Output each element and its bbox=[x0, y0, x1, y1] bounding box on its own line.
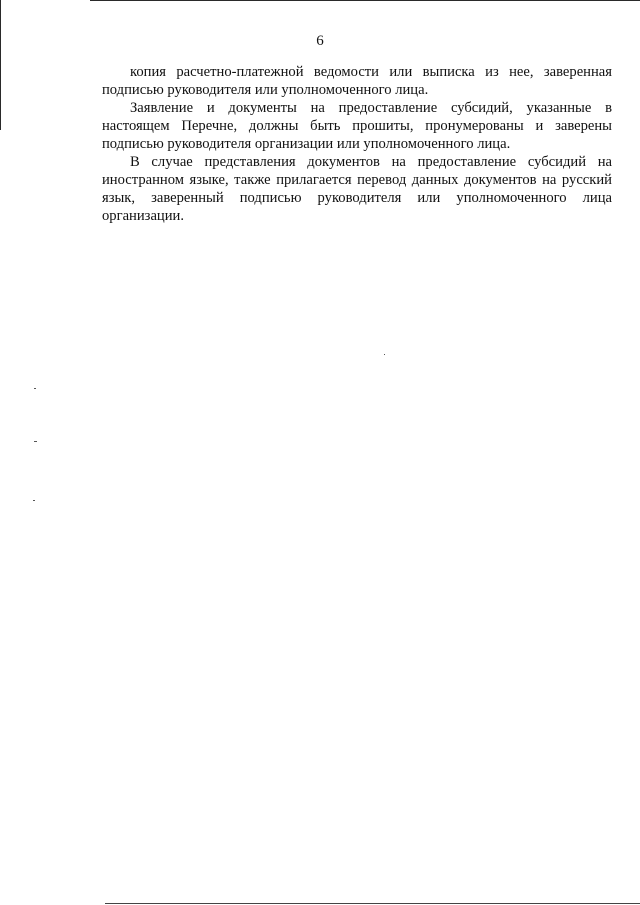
paragraph-2: Заявление и документы на предоставление субсидий, указанные в настоящем Перечне, должны быть прошиты, пронумерованы и заверены подписью руководителя организации или уполномоченного лица. bbox=[102, 100, 612, 152]
scan-edge-top bbox=[90, 0, 640, 1]
page-number: 6 bbox=[316, 33, 324, 49]
scan-speck bbox=[33, 500, 35, 501]
paragraph-3: В случае представления документов на предоставление субсидий на иностранном языке, также прилагается перевод данных документов на русский язык, заверенный подписью руководителя или уполномоченного лица организации. bbox=[102, 154, 612, 224]
paragraph-1: копия расчетно-платежной ведомости или выписка из нее, заверенная подписью руководителя или уполномоченного лица. bbox=[102, 64, 612, 98]
scan-speck bbox=[34, 441, 37, 442]
document-body bbox=[102, 63, 612, 225]
scan-speck bbox=[384, 354, 385, 355]
scan-edge-bottom bbox=[105, 903, 640, 904]
scan-speck bbox=[34, 388, 36, 389]
scan-edge-left bbox=[0, 0, 1, 130]
